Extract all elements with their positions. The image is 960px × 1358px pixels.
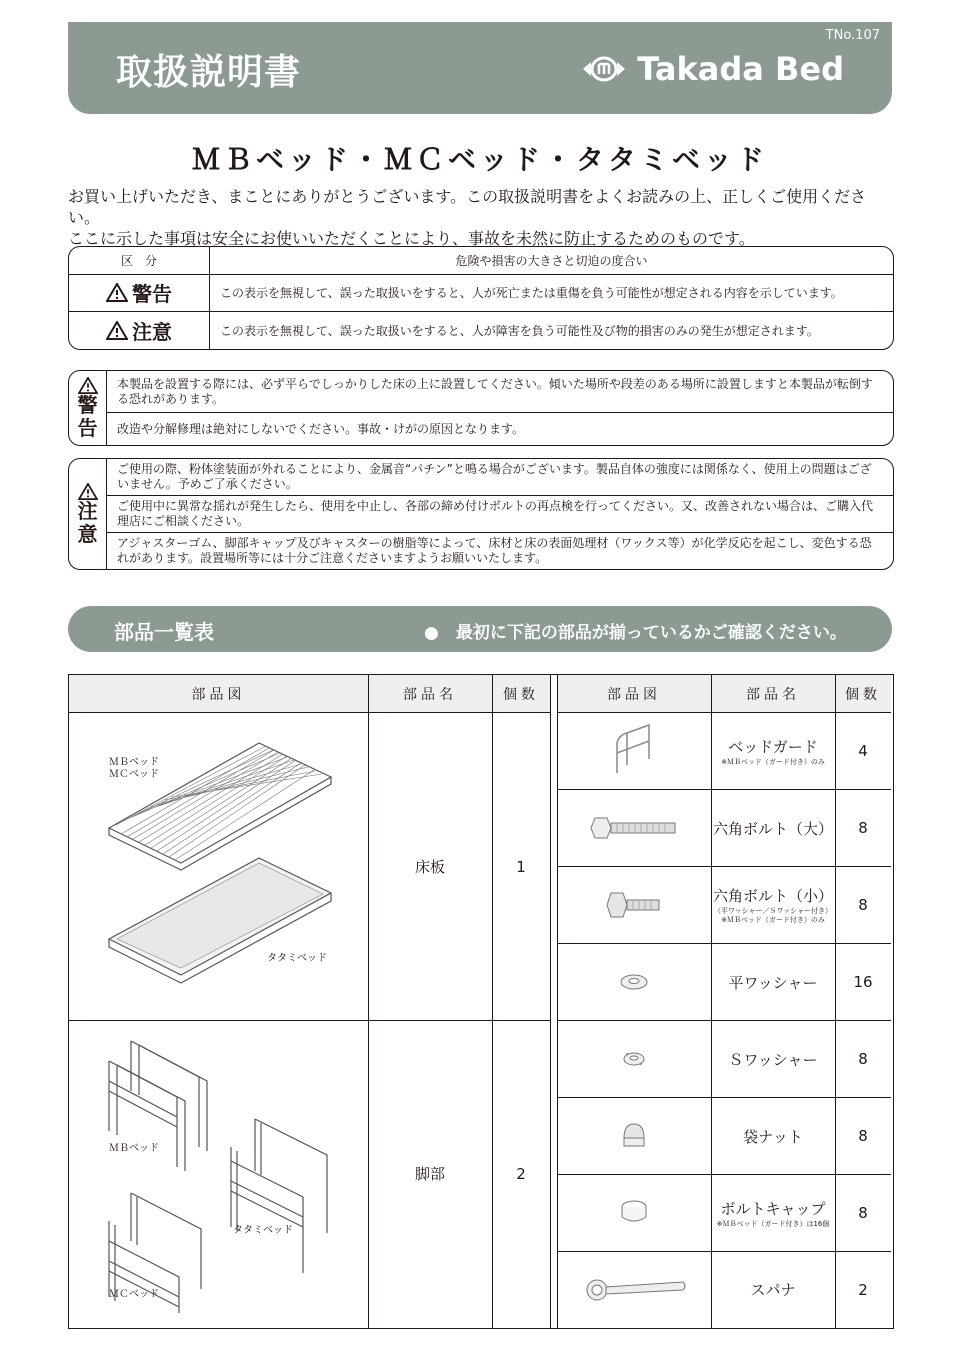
part-qty: 1 [516,857,526,876]
part-qty: 4 [858,742,868,760]
part-name: 六角ボルト（小） [712,887,833,905]
part-name: 脚部 [414,1165,445,1183]
flat-washer-icon [557,944,711,1020]
warning-item: 本製品を設置する際には、必ず平らでしっかりした床の上に設置してください。傾いた場所や段差のある場所に設置しますと本製品が転倒する恐れがあります。 [107,371,893,413]
part-name: 平ワッシャー [728,973,818,992]
manual-title: 取扱説明書 [116,52,302,93]
part-name: ボルトキャップ [720,1199,826,1218]
part-qty: 8 [858,1050,868,1068]
hex-bolt-large-icon [557,790,711,866]
spring-washer-figure [557,1021,711,1097]
part-qty: 8 [858,819,868,837]
warning-side-label: 警 告 [69,371,107,445]
bed-guard-icon [557,713,711,789]
figure-label: タタミベッド [267,953,327,964]
warning-triangle-icon [78,483,98,500]
hex-bolt-large-figure [557,790,711,866]
legend-caution-text: この表示を無視して、誤った取扱いをすると、人が障害を負う可能性及び物的損害のみの発生が想定されます。 [220,324,819,339]
part-qty: 8 [858,1204,868,1222]
part-name: Ｓワッシャー [728,1050,818,1069]
parts-section-note: ● 最初に下記の部品が揃っているかご確認ください。 [424,623,847,643]
part-qty: 16 [853,973,873,991]
caution-box [68,458,894,570]
part-name: 床板 [414,858,445,876]
warning-triangle-icon [106,283,128,302]
legend-caution-label: 注意 [69,312,210,349]
document-title: ＭＢベッド・ＭＣベッド・タタミベッド [191,143,768,176]
warning-triangle-icon [78,377,98,394]
part-qty: 2 [858,1280,868,1299]
bolt-cap-icon [557,1175,711,1251]
spanner-icon [557,1252,711,1327]
cap-nut-icon [557,1098,711,1174]
caution-side-label: 注 意 [69,459,107,569]
part-qty: 2 [516,1164,526,1183]
part-name-cell [711,1175,835,1251]
document-number: TNo.107 [825,28,880,43]
part-name: ベッドガード [728,737,818,756]
brand-logo [581,50,844,88]
part-qty: 8 [858,1127,868,1145]
col-header-name: 部品名 [711,675,835,712]
signal-word-legend [68,246,894,350]
part-name-cell [711,713,835,789]
col-header-figure: 部品図 [557,675,711,712]
hex-bolt-small-figure [557,867,711,943]
figure-label: ＭＢベッド [109,757,159,768]
flat-washer-figure [557,944,711,1020]
bed-legs-drawing-icon [69,1021,368,1326]
legend-warning-text: この表示を無視して、誤った取扱いをすると、人が死亡または重傷を負う可能性が想定される内容を示しています。 [210,274,894,311]
parts-section-title: 部品一覧表 [114,620,214,644]
floorboard-figure [69,713,368,1020]
header-bar [68,22,892,114]
col-header-qty: 個数 [492,675,550,712]
brand-name: Takada Bed [637,50,844,88]
intro-text [68,186,898,249]
part-qty: 8 [858,896,868,914]
col-header-name: 部品名 [368,675,492,712]
parts-table [68,674,894,1329]
legs-figure [69,1021,368,1326]
part-name-cell [711,867,835,943]
intro-line: ここに示した事項は安全にお使いいただくことにより、事故を未然に防止するためのものです。 [68,229,755,248]
part-note: ※ＭＢベッド（ガード付き）のみ [721,757,825,766]
figure-label: タタミベッド [233,1225,293,1236]
part-name: 六角ボルト（大） [712,819,833,838]
caution-item: ご使用の際、粉体塗装面が外れることにより、金属音“パチン”と鳴る場合がございます。製品自体の強度には関係なく、使用上の問題はございません。予めご了承ください。 [107,459,893,496]
figure-label: ＭＣベッド [109,769,159,780]
legend-header-degree: 危険や損害の大きさと切迫の度合い [210,247,894,274]
bolt-cap-figure [557,1175,711,1251]
col-header-qty: 個数 [835,675,891,712]
col-header-figure: 部品図 [69,675,368,712]
figure-label: ＭＢベッド [109,1143,159,1154]
intro-line: お買い上げいただき、まことにありがとうございます。この取扱説明書をよくお読みの上、正しくご使用ください。 [68,187,867,227]
figure-label: ＭＣベッド [109,1289,159,1300]
caution-item: ご使用中に異常な揺れが発生したら、使用を中止し、各部の締め付けボルトの再点検を行ってください。又、改善されない場合は、ご購入代理店にご相談ください。 [107,496,893,533]
warning-item: 改造や分解修理は絶対にしないでください。事故・けがの原因となります。 [117,421,525,436]
parts-section-bar [68,606,892,652]
legend-warning-label: 警告 [69,274,210,311]
bed-guard-figure [557,713,711,789]
legend-header-category: 区 分 [69,247,210,274]
caution-item: アジャスターゴム、脚部キャップ及びキャスターの樹脂等によって、床材と床の表面処理材（ワックス等）が化学反応を起こし、変色する恐れがあります。設置場所等には十分ご注意くださいますようお願いいたします。 [117,536,872,565]
part-name: 袋ナット [743,1127,803,1146]
part-name: スパナ [750,1281,796,1299]
warning-box [68,370,894,446]
warning-triangle-icon [106,321,128,340]
spanner-figure [557,1252,711,1327]
spring-washer-icon [557,1021,711,1097]
cap-nut-figure [557,1098,711,1174]
part-note: （平ワッシャー／Ｓワッシャー付き） ※ＭＢベッド（ガード付き）のみ [713,907,833,924]
hex-bolt-small-icon [557,867,711,943]
takada-logo-icon [581,56,627,82]
part-note: ※ＭＢベッド（ガード付き）は16個 [716,1219,830,1228]
